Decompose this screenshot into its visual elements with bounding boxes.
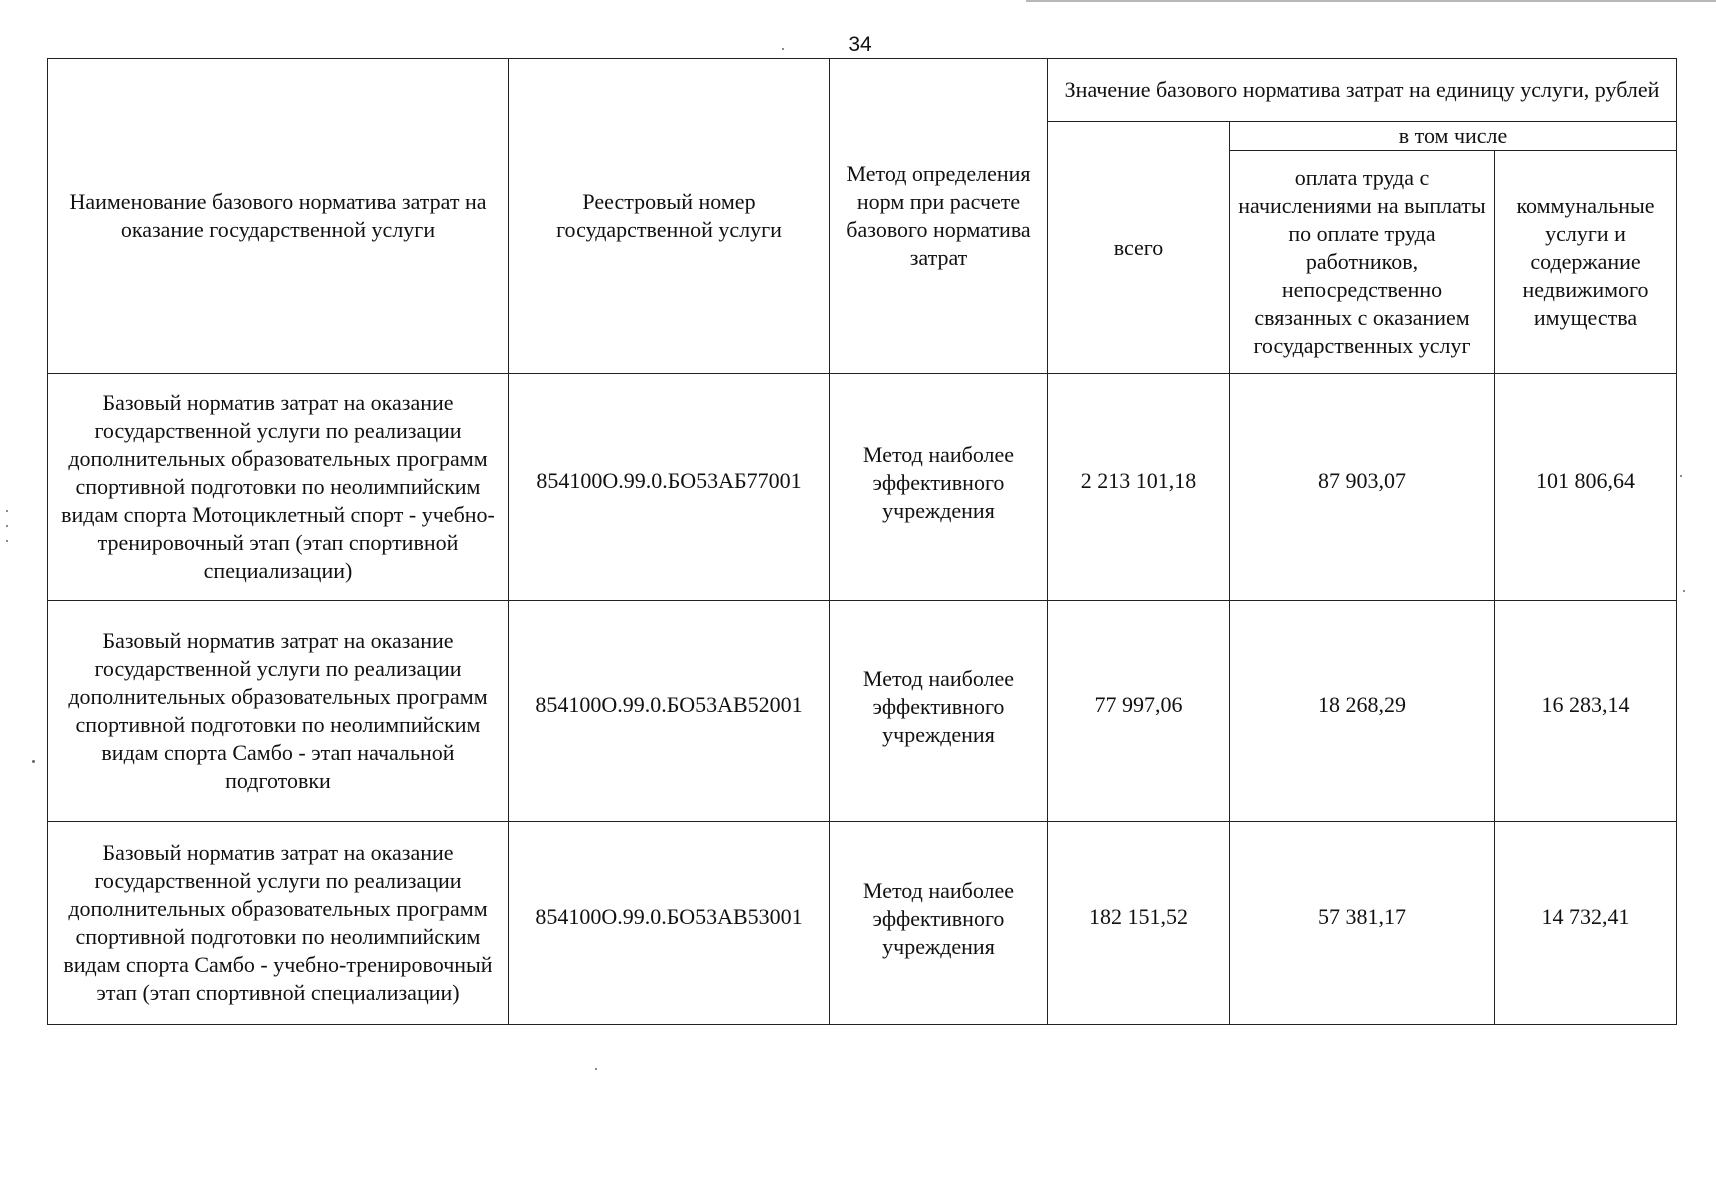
header-registry-number: Реестровый номер государственной услуги [509, 59, 830, 374]
scan-speck [1683, 590, 1685, 592]
header-utilities: коммунальные услуги и содержание недвижимого имущества [1495, 151, 1677, 374]
top-scan-rule [1026, 0, 1716, 2]
row-utilities-cell: 101 806,64 [1495, 374, 1677, 601]
scan-speck [595, 1068, 597, 1070]
scan-speck [6, 510, 8, 512]
row-registry-cell: 854100О.99.0.БО53АБ77001 [509, 374, 830, 601]
table-row [48, 822, 1677, 1025]
table-row [48, 601, 1677, 822]
table-row [48, 374, 1677, 601]
row-total-cell: 2 213 101,18 [1048, 374, 1230, 601]
row-registry-cell: 854100О.99.0.БО53АВ52001 [509, 601, 830, 822]
header-method: Метод определения норм при расчете базового норматива затрат [830, 59, 1048, 374]
row-utilities-cell: 14 732,41 [1495, 822, 1677, 1025]
header-total: всего [1048, 122, 1230, 374]
scan-speck [6, 540, 8, 542]
row-labor-cell: 87 903,07 [1230, 374, 1495, 601]
header-including: в том числе [1230, 122, 1677, 151]
row-method-cell: Метод наиболее эффективного учреждения [830, 601, 1048, 822]
scan-speck [6, 525, 8, 527]
page-number: 34 [848, 33, 872, 56]
row-name-cell: Базовый норматив затрат на оказание государственной услуги по реализации дополнительных образовательных программ спортивной подготовки по неолимпийским видам спорта Самбо - этап начальной подготовки [48, 601, 509, 822]
scan-speck [32, 760, 35, 763]
scan-speck [1680, 475, 1682, 477]
row-labor-cell: 57 381,17 [1230, 822, 1495, 1025]
row-utilities-cell: 16 283,14 [1495, 601, 1677, 822]
header-value-group: Значение базового норматива затрат на единицу услуги, рублей [1048, 59, 1677, 122]
row-total-cell: 77 997,06 [1048, 601, 1230, 822]
row-labor-cell: 18 268,29 [1230, 601, 1495, 822]
scan-speck [782, 48, 784, 50]
row-name-cell: Базовый норматив затрат на оказание государственной услуги по реализации дополнительных образовательных программ спортивной подготовки по неолимпийским видам спорта Самбо - учебно-тренировочный этап (этап спортивной специализации) [48, 822, 509, 1025]
row-method-cell: Метод наиболее эффективного учреждения [830, 822, 1048, 1025]
header-labor-costs: оплата труда с начислениями на выплаты по оплате труда работников, непосредственно связанных с оказанием государственных услуг [1230, 151, 1495, 374]
header-row-1 [48, 59, 1677, 122]
row-name-cell: Базовый норматив затрат на оказание государственной услуги по реализации дополнительных образовательных программ спортивной подготовки по неолимпийским видам спорта Мотоциклетный спорт - учебно-тренировочный этап (этап спортивной специализации) [48, 374, 509, 601]
row-registry-cell: 854100О.99.0.БО53АВ53001 [509, 822, 830, 1025]
row-total-cell: 182 151,52 [1048, 822, 1230, 1025]
row-method-cell: Метод наиболее эффективного учреждения [830, 374, 1048, 601]
header-name: Наименование базового норматива затрат на оказание государственной услуги [48, 59, 509, 374]
cost-norms-table [47, 58, 1677, 1025]
